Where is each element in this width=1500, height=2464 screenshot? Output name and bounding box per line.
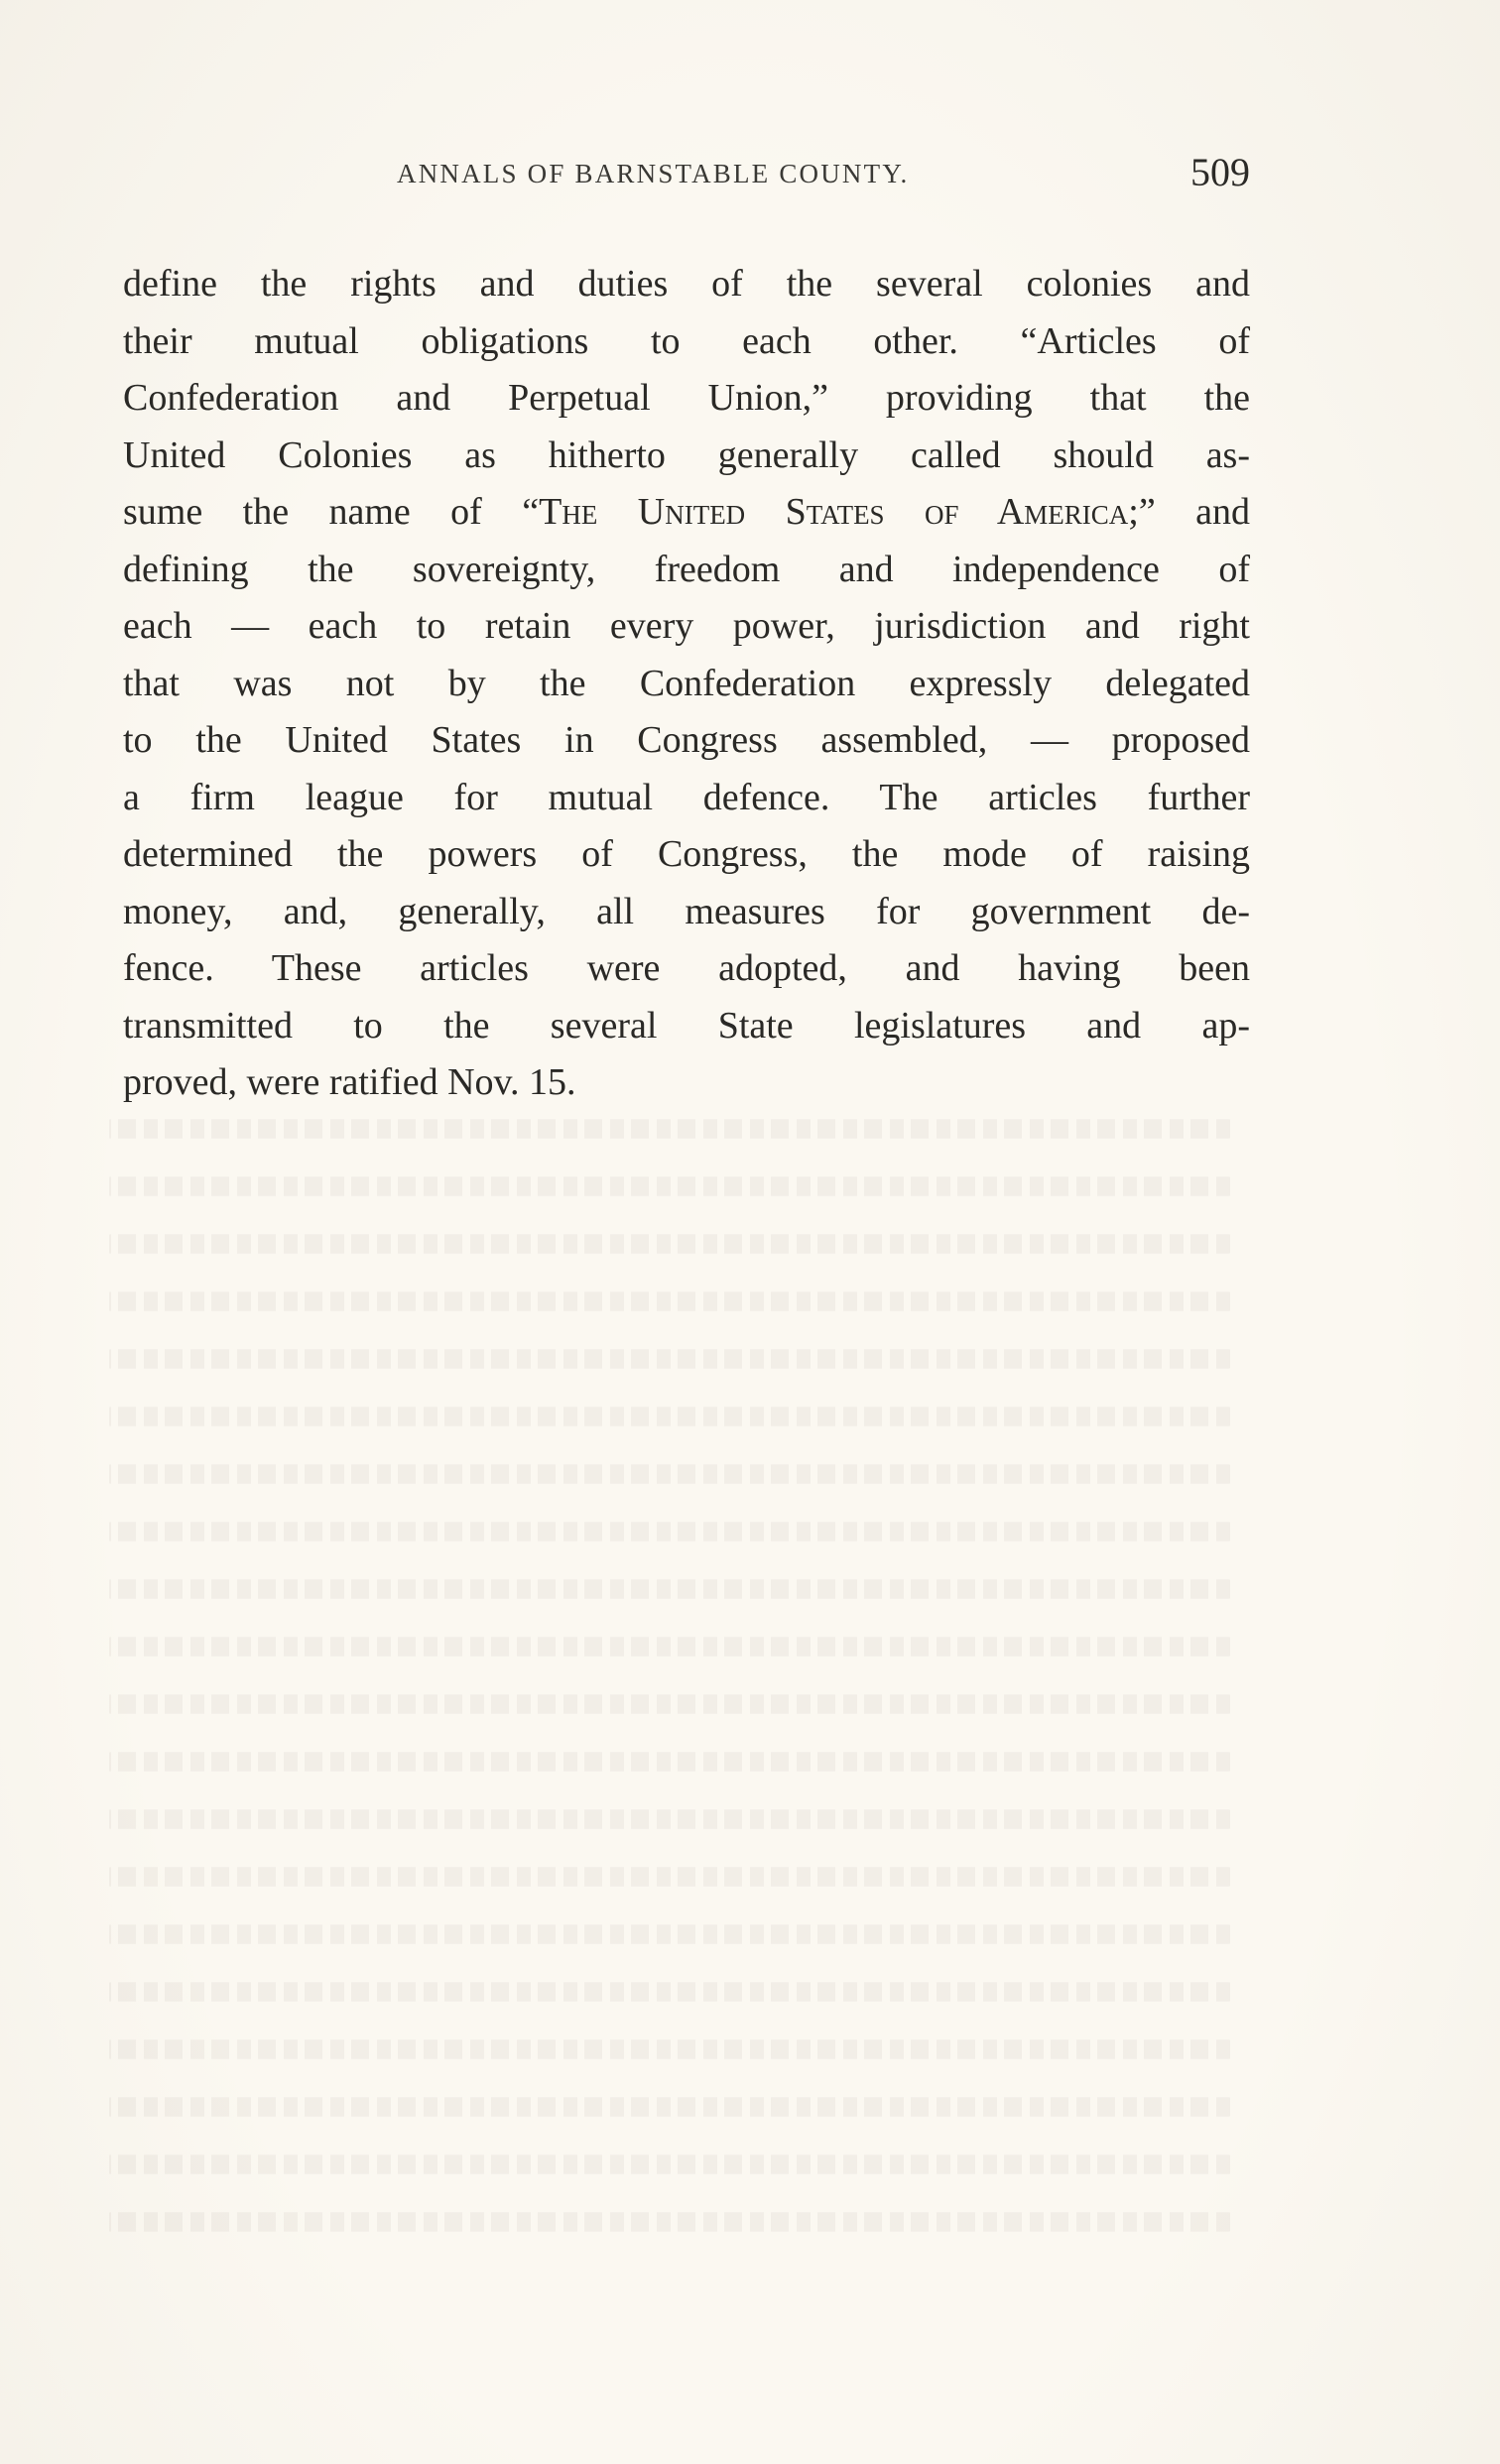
body-paragraph xyxy=(123,256,1250,1112)
text-line-11: determined the powers of Congress, the mode of raising xyxy=(123,833,1250,875)
text-line-5-end: ;” and xyxy=(1128,491,1250,533)
text-line-9: to the United States in Congress assembled, — proposed xyxy=(123,719,1250,761)
text-line-4: United Colonies as hitherto generally called should as- xyxy=(123,433,1250,476)
text-line-10: a firm league for mutual defence. The articles further xyxy=(123,776,1250,818)
text-line-5 xyxy=(123,484,1250,542)
text-line-7: each — each to retain every power, jurisdiction and right xyxy=(123,605,1250,647)
text-line-15: proved, were ratified Nov. 15. xyxy=(123,1061,576,1103)
text-line-1: define the rights and duties of the several colonies and xyxy=(123,263,1250,305)
running-title: ANNALS OF BARNSTABLE COUNTY. xyxy=(397,159,910,188)
text-line-3: Confederation and Perpetual Union,” providing that the xyxy=(123,377,1250,419)
text-line-2: their mutual obligations to each other. “Articles of xyxy=(123,319,1250,362)
text-line-12: money, and, generally, all measures for government de- xyxy=(123,890,1250,932)
page-number: 509 xyxy=(1190,150,1250,194)
text-line-5-start: sume the name of “ xyxy=(123,491,540,533)
text-line-6: defining the sovereignty, freedom and independence of xyxy=(123,548,1250,590)
small-caps-name: The United States of America xyxy=(539,491,1129,533)
running-head xyxy=(123,149,1254,198)
show-through-texture xyxy=(109,1101,1230,2272)
text-line-14: transmitted to the several State legislatures and ap- xyxy=(123,1004,1250,1047)
text-line-13: fence. These articles were adopted, and having been xyxy=(123,947,1250,989)
text-line-8: that was not by the Confederation expressly delegated xyxy=(123,662,1250,704)
